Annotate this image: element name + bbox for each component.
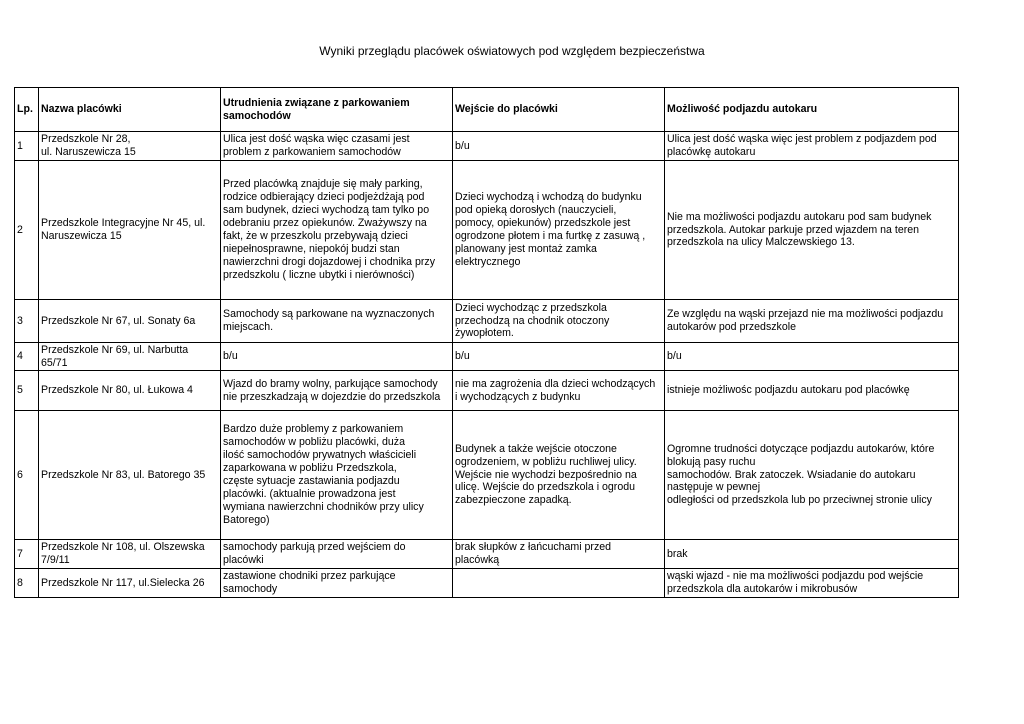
cell-bus: Ze względu na wąski przejazd nie ma możliwości podjazdu autokarów pod przedszkole	[665, 300, 959, 343]
results-table	[14, 87, 959, 598]
table-row	[15, 132, 959, 161]
table-row	[15, 540, 959, 569]
cell-parking: Ulica jest dość wąska więc czasami jest problem z parkowaniem samochodów	[221, 132, 453, 161]
table-row	[15, 569, 959, 598]
header-bus: Możliwość podjazdu autokaru	[665, 88, 959, 132]
cell-name: Przedszkole Nr 80, ul. Łukowa 4	[39, 371, 221, 411]
cell-lp: 4	[15, 343, 39, 371]
cell-name: Przedszkole Nr 28, ul. Naruszewicza 15	[39, 132, 221, 161]
results-table-body	[15, 88, 959, 598]
table-row	[15, 343, 959, 371]
cell-name: Przedszkole Nr 83, ul. Batorego 35	[39, 411, 221, 540]
cell-name: Przedszkole Integracyjne Nr 45, ul. Naruszewicza 15	[39, 161, 221, 300]
cell-parking: Bardzo duże problemy z parkowaniem samochodów w pobliżu placówki, duża ilość samochodów prywatnych właścicieli zaparkowana w pobliżu Przedszkola, częste sytuacje zastawiania podjazdu placówki. (aktualnie prowadzona jest wymiana nawierzchni chodników przy ulicy Batorego)	[221, 411, 453, 540]
header-row	[15, 88, 959, 132]
cell-lp: 2	[15, 161, 39, 300]
cell-bus: Ulica jest dość wąska więc jest problem z podjazdem pod placówkę autokaru	[665, 132, 959, 161]
cell-name: Przedszkole Nr 67, ul. Sonaty 6a	[39, 300, 221, 343]
cell-parking: zastawione chodniki przez parkujące samochody	[221, 569, 453, 598]
cell-entrance: Dzieci wychodzą i wchodzą do budynku pod opieką dorosłych (nauczycieli, pomocy, opiekunów) przedszkole jest ogrodzone płotem i ma furtkę z zasuwą , planowany jest montaż zamka elektrycznego	[453, 161, 665, 300]
cell-name: Przedszkole Nr 69, ul. Narbutta 65/71	[39, 343, 221, 371]
cell-bus: brak	[665, 540, 959, 569]
header-parking: Utrudnienia związane z parkowaniem samochodów	[221, 88, 453, 132]
cell-bus: b/u	[665, 343, 959, 371]
cell-entrance: brak słupków z łańcuchami przed placówką	[453, 540, 665, 569]
page-title: Wyniki przeglądu placówek oświatowych pod względem bezpieczeństwa	[319, 44, 705, 58]
cell-bus: istnieje możliwośc podjazdu autokaru pod placówkę	[665, 371, 959, 411]
header-entrance: Wejście do placówki	[453, 88, 665, 132]
header-name: Nazwa placówki	[39, 88, 221, 132]
table-row	[15, 411, 959, 540]
cell-lp: 8	[15, 569, 39, 598]
cell-name: Przedszkole Nr 108, ul. Olszewska 7/9/11	[39, 540, 221, 569]
cell-entrance: nie ma zagrożenia dla dzieci wchodzących i wychodzących z budynku	[453, 371, 665, 411]
cell-bus: wąski wjazd - nie ma możliwości podjazdu pod wejście przedszkola dla autokarów i mikrobusów	[665, 569, 959, 598]
cell-parking: Samochody są parkowane na wyznaczonych miejscach.	[221, 300, 453, 343]
cell-parking: Przed placówką znajduje się mały parking, rodzice odbierający dzieci podjeżdżają pod sam budynek, dzieci wychodzą tam tylko po odebraniu przez opiekunów. Zważywszy na fakt, że w przeszkolu przebywają dzieci niepełnosprawne, niepokój budzi stan nawierzchni drogi dojazdowej i chodnika przy przedszkolu ( liczne ubytki i nierówności)	[221, 161, 453, 300]
header-lp: Lp.	[15, 88, 39, 132]
cell-entrance: Budynek a także wejście otoczone ogrodzeniem, w pobliżu ruchliwej ulicy. Wejście nie wychodzi bezpośrednio na ulicę. Wejście do przedszkola i ogrodu zabezpieczone zapadką.	[453, 411, 665, 540]
cell-bus: Nie ma możliwości podjazdu autokaru pod sam budynek przedszkola. Autokar parkuje przed wjazdem na teren przedszkola na ulicy Malczewskiego 13.	[665, 161, 959, 300]
cell-entrance: b/u	[453, 132, 665, 161]
table-row	[15, 371, 959, 411]
cell-parking: Wjazd do bramy wolny, parkujące samochody nie przeszkadzają w dojezdzie do przedszkola	[221, 371, 453, 411]
cell-parking: b/u	[221, 343, 453, 371]
cell-entrance: b/u	[453, 343, 665, 371]
cell-entrance: Dzieci wychodząc z przedszkola przechodzą na chodnik otoczony żywopłotem.	[453, 300, 665, 343]
cell-parking: samochody parkują przed wejściem do placówki	[221, 540, 453, 569]
cell-lp: 3	[15, 300, 39, 343]
table-row	[15, 161, 959, 300]
cell-lp: 7	[15, 540, 39, 569]
cell-lp: 5	[15, 371, 39, 411]
cell-lp: 6	[15, 411, 39, 540]
cell-name: Przedszkole Nr 117, ul.Sielecka 26	[39, 569, 221, 598]
cell-entrance	[453, 569, 665, 598]
cell-bus: Ogromne trudności dotyczące podjazdu autokarów, które blokują pasy ruchu samochodów. Brak zatoczek. Wsiadanie do autokaru następuje w pewnej odległości od przedszkola lub po przeciwnej stronie ulicy	[665, 411, 959, 540]
cell-lp: 1	[15, 132, 39, 161]
table-row	[15, 300, 959, 343]
